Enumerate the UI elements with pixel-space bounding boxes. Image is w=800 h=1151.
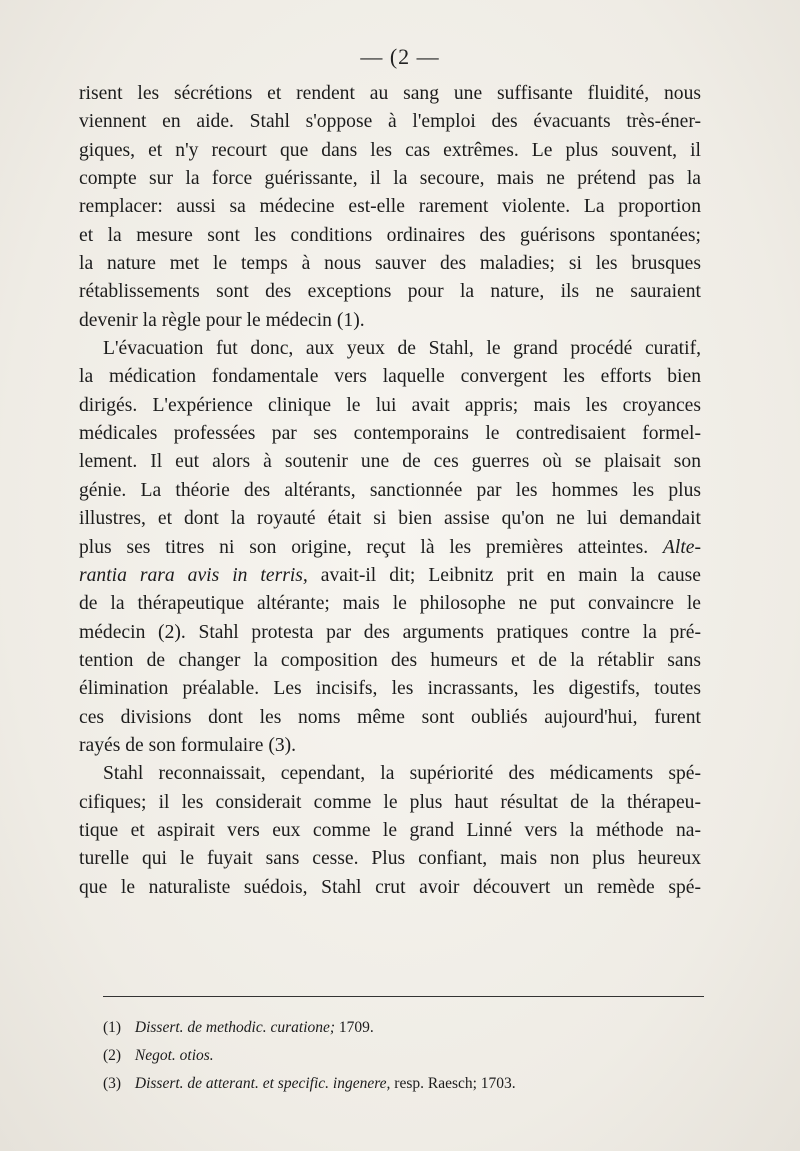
footnote-title: Dissert. de atterant. et specific. ingenere, (134, 1075, 391, 1092)
text-line: tention de changer la composition des humeurs et de la rétablir sans (79, 649, 701, 671)
footnote-title: Negot. otios. (134, 1047, 214, 1064)
text-line: médicales professées par ses contemporains le contredisaient formel- (79, 423, 701, 445)
text-line: élimination préalable. Les incisifs, les incrassants, les digestifs, toutes (79, 678, 701, 700)
footnote-number: (2) (103, 1047, 122, 1064)
text-line: cifiques; il les considerait comme le plus haut résultat de la thérapeu- (79, 791, 701, 813)
text-line: compte sur la force guérissante, il la secoure, mais ne prétend pas la (79, 168, 701, 190)
text-line: rétablissements sont des exceptions pour la nature, ils ne sauraient (79, 281, 701, 303)
page-number: — (2 — (360, 44, 440, 69)
footnote-number: (3) (103, 1075, 122, 1092)
footnote (103, 1014, 703, 1042)
footnotes (103, 1014, 703, 1098)
text-line: la médication fondamentale vers laquelle convergent les efforts bien (79, 366, 701, 388)
footnote-rest: resp. Raesch; 1703. (390, 1075, 516, 1092)
text-line: la nature met le temps à nous sauver des maladies; si les brusques (79, 253, 701, 275)
body-text (79, 80, 701, 902)
footnote-rest: 1709. (335, 1019, 374, 1036)
text-segment: plus ses titres ni son origine, reçut là les premières atteintes. (79, 536, 649, 558)
text-line: viennent en aide. Stahl s'oppose à l'emploi des évacuants très-éner- (79, 111, 701, 133)
text-line: génie. La théorie des altérants, sanctionnée par les hommes les plus (79, 479, 701, 501)
text-line: devenir la règle pour le médecin (1). (79, 309, 365, 331)
footnote (103, 1070, 703, 1098)
text-line: remplacer: aussi sa médecine est-elle rarement violente. La proportion (79, 196, 701, 218)
text-line: ces divisions dont les noms même sont oubliés aujourd'hui, furent (79, 706, 701, 728)
text-line: rayés de son formulaire (3). (79, 734, 297, 756)
text-line: de la thérapeutique altérante; mais le philosophe ne put convaincre le (79, 593, 701, 615)
text-line: dirigés. L'expérience clinique le lui avait appris; mais les croyances (79, 394, 701, 416)
text-segment: avait-il dit; Leibnitz prit en main la cause (320, 564, 701, 586)
text-line (79, 534, 701, 562)
text-line: illustres, et dont la royauté était si bien assise qu'on ne lui demandait (79, 508, 701, 530)
text-line (79, 562, 701, 590)
text-line: et la mesure sont les conditions ordinaires des guérisons spontanées; (79, 224, 701, 246)
footnote-number: (1) (103, 1019, 122, 1036)
footnote-title: Dissert. de methodic. curatione; (134, 1019, 336, 1036)
italic-text: Alte- (662, 536, 701, 558)
text-line: que le naturaliste suédois, Stahl crut avoir découvert un remède spé- (79, 876, 701, 898)
text-line: L'évacuation fut donc, aux yeux de Stahl, le grand procédé curatif, (103, 338, 701, 360)
text-line: Stahl reconnaissait, cependant, la supériorité des médicaments spé- (103, 763, 701, 785)
footnote-divider (103, 996, 704, 997)
text-line: médecin (2). Stahl protesta par des arguments pratiques contre la pré- (79, 621, 701, 643)
text-line: turelle qui le fuyait sans cesse. Plus confiant, mais non plus heureux (79, 848, 701, 870)
text-line: risent les sécrétions et rendent au sang une suffisante fluidité, nous (79, 83, 701, 104)
text-line: lement. Il eut alors à soutenir une de ces guerres où se plaisait son (79, 451, 701, 473)
text-line: giques, et n'y recourt que dans les cas extrêmes. Le plus souvent, il (79, 139, 701, 161)
italic-text: rantia rara avis in terris, (79, 564, 308, 586)
text-line: tique et aspirait vers eux comme le grand Linné vers la méthode na- (79, 819, 701, 841)
footnote (103, 1042, 703, 1070)
